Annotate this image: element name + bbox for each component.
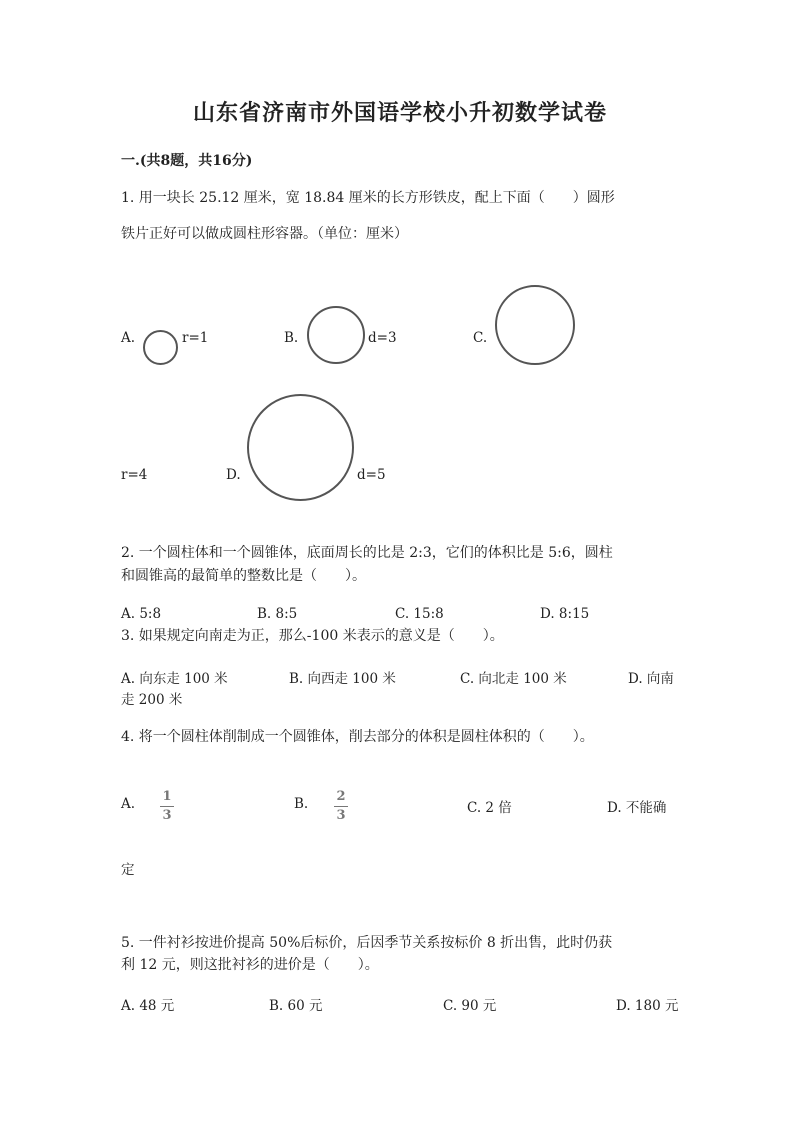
q3-option-b: B. 向西走 100 米	[289, 671, 396, 687]
q3-option-d-wrap: 走 200 米	[121, 692, 183, 708]
q2-option-d: D. 8:15	[540, 606, 590, 622]
q1-option-c-label: r=4	[121, 467, 148, 483]
q1-option-a-circle	[143, 330, 178, 365]
question-1-line-2: 铁片正好可以做成圆柱形容器。（单位：厘米）	[121, 226, 408, 242]
q1-option-d-letter: D.	[226, 467, 241, 483]
question-2-line-2: 和圆锥高的最简单的整数比是（ ）。	[121, 568, 366, 584]
q4-option-b-fraction	[334, 790, 348, 823]
q3-option-a: A. 向东走 100 米	[121, 671, 228, 687]
q2-option-c: C. 15:8	[395, 606, 444, 622]
q1-option-c-letter: C.	[473, 330, 488, 346]
q4-option-a-fraction	[160, 790, 174, 823]
q4-option-d: D. 不能确	[607, 800, 667, 816]
q4-option-b-letter: B.	[294, 796, 309, 812]
fraction-numerator: 2	[336, 789, 346, 804]
q4-option-a-letter: A.	[121, 796, 136, 812]
q1-option-a-letter: A.	[121, 330, 136, 346]
q5-option-d: D. 180 元	[616, 998, 679, 1014]
question-5-line-2: 利 12 元，则这批衬衫的进价是（ ）。	[121, 957, 379, 973]
fraction-bar	[160, 806, 174, 807]
q3-option-c: C. 向北走 100 米	[460, 671, 567, 687]
q1-option-b-label: d=3	[368, 330, 397, 346]
q4-option-c: C. 2 倍	[467, 800, 512, 816]
q5-option-a: A. 48 元	[121, 998, 175, 1014]
q1-option-b-letter: B.	[284, 330, 299, 346]
q5-option-c: C. 90 元	[443, 998, 497, 1014]
question-3-line-1: 3. 如果规定向南走为正，那么-100 米表示的意义是（ ）。	[121, 628, 504, 644]
q3-option-d: D. 向南	[628, 671, 674, 687]
fraction-numerator: 1	[162, 789, 172, 804]
question-2-line-1: 2. 一个圆柱体和一个圆锥体，底面周长的比是 2:3，它们的体积比是 5:6，圆柱	[121, 545, 613, 561]
fraction-denominator: 3	[162, 808, 172, 823]
fraction-bar	[334, 806, 348, 807]
q2-option-b: B. 8:5	[257, 606, 298, 622]
q4-option-d-wrap: 定	[121, 862, 135, 878]
question-1-line-1: 1. 用一块长 25.12 厘米，宽 18.84 厘米的长方形铁皮，配上下面（ ）圆形	[121, 190, 615, 206]
question-4-line-1: 4. 将一个圆柱体削制成一个圆锥体，削去部分的体积是圆柱体积的（ ）。	[121, 729, 594, 745]
section-heading: 一.(共8题，共16分)	[121, 153, 253, 169]
page-title: 山东省济南市外国语学校小升初数学试卷	[192, 100, 607, 126]
question-5-line-1: 5. 一件衬衫按进价提高 50%后标价，后因季节关系按标价 8 折出售，此时仍获	[121, 935, 613, 951]
q1-option-a-label: r=1	[182, 330, 209, 346]
q1-option-b-circle	[307, 306, 365, 364]
q2-option-a: A. 5:8	[121, 606, 162, 622]
q1-option-c-circle	[495, 285, 575, 365]
q1-option-d-label: d=5	[357, 467, 386, 483]
fraction-denominator: 3	[336, 808, 346, 823]
q5-option-b: B. 60 元	[269, 998, 323, 1014]
q1-option-d-circle	[247, 394, 354, 501]
